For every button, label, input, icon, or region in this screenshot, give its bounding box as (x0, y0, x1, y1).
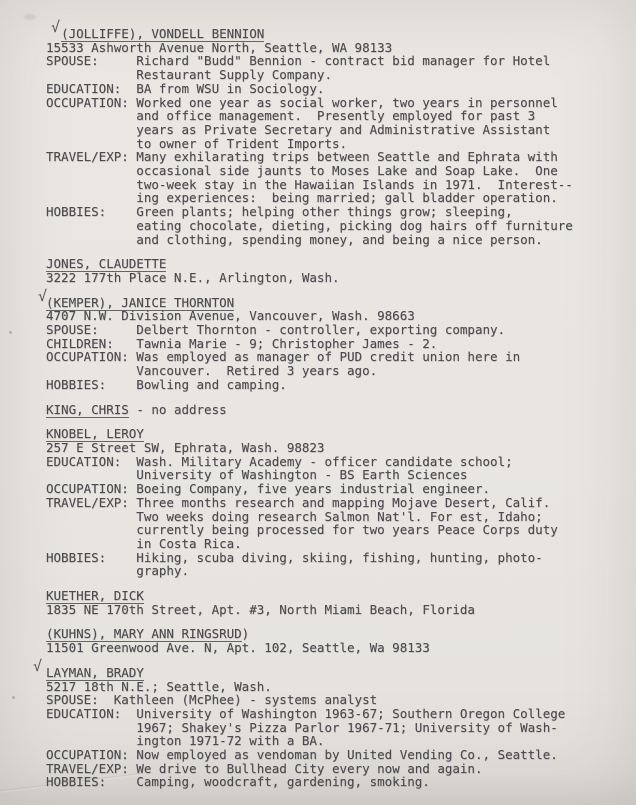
record-line: Restaurant Supply Company. (46, 67, 332, 83)
handwritten-checkmark-icon: √ (51, 18, 61, 36)
record-line: and clothing, spending money, and being a nice person. (46, 231, 543, 247)
record-name: (JOLLIFFE), VONDELL BENNION (61, 26, 265, 41)
record-line: University of Washington - BS Earth Sciences (46, 467, 468, 483)
record-name-suffix: ) (241, 626, 250, 642)
record-heading (46, 18, 620, 41)
record-line: EDUCATION: Wash. Military Academy - officer candidate school; (46, 453, 513, 469)
handwritten-checkmark-icon: √ (38, 286, 48, 305)
record-heading (46, 403, 620, 417)
record-line: and office management. Presently employed for past 3 (46, 108, 536, 124)
record-line: TRAVEL/EXP: Three months research and mapping Mojave Desert, Calif. (46, 494, 551, 510)
record-line: ington 1971-72 with a BA. (46, 733, 325, 749)
record (46, 627, 620, 654)
record-line: HOBBIES: Camping, woodcraft, gardening, smoking. (46, 774, 430, 790)
record-line: 1835 NE 170th Street, Apt. #3, North Miami Beach, Florida (46, 601, 475, 617)
record-line: currently being processed for two years Peace Corps duty (46, 522, 558, 538)
record-line: EDUCATION: University of Washington 1963-67; Southern Oregon College (46, 705, 566, 721)
record-heading (46, 589, 620, 603)
record-heading (38, 286, 620, 310)
record-line: 257 E Street SW, Ephrata, Wash. 98823 (46, 439, 325, 455)
directory-listing (33, 18, 620, 790)
record (46, 18, 620, 247)
record-line: Vancouver. Retired 3 years ago. (46, 363, 378, 379)
record-line: HOBBIES: Hiking, scuba diving, skiing, fishing, hunting, photo- (46, 549, 543, 565)
record-line: SPOUSE: Kathleen (McPhee) - systems analyst (46, 692, 378, 708)
record (46, 403, 620, 417)
record-line: occasional side jaunts to Moses Lake and Soap Lake. One (46, 163, 558, 179)
record-heading (46, 427, 620, 441)
handwritten-checkmark-icon: √ (33, 656, 43, 675)
record-line: SPOUSE: Delbert Thornton - controller, exporting company. (46, 322, 506, 338)
record-line: EDUCATION: BA from WSU in Sociology. (46, 80, 325, 96)
record-line: eating chocolate, dieting, picking dog hairs off furniture (46, 217, 573, 233)
record-line: OCCUPATION: Worked one year as social worker, two years in personnel (46, 94, 558, 110)
paper-speck (9, 331, 12, 334)
record (46, 427, 620, 578)
record-name: LAYMAN, BRADY (46, 664, 144, 680)
record-line: Two weeks doing research Salmon Nat'l. For est, Idaho; (46, 508, 543, 524)
record-line: ing experiences: being married; gall bladder operation. (46, 190, 558, 206)
record-name: KING, CHRIS (46, 401, 129, 417)
record (38, 286, 620, 392)
record-line: 5217 18th N.E.; Seattle, Wash. (46, 678, 272, 694)
record (46, 589, 620, 616)
record (33, 656, 620, 790)
paper-speck (12, 696, 15, 699)
record-line: OCCUPATION: Was employed as manager of PUD credit union here in (46, 349, 521, 365)
record-line: OCCUPATION: Now employed as vendoman by United Vending Co., Seattle. (46, 747, 558, 763)
record-line: years as Private Secretary and Administrative Assistant (46, 121, 551, 137)
record-line: HOBBIES: Green plants; helping other things grow; sleeping, (46, 204, 513, 220)
record-line: to owner of Trident Imports. (46, 135, 348, 151)
record-line: 11501 Greenwood Ave. N, Apt. 102, Seattle, Wa 98133 (46, 640, 430, 656)
record-line: in Costa Rica. (46, 535, 242, 551)
record-heading (46, 627, 620, 641)
record-line: 3222 177th Place N.E., Arlington, Wash. (46, 269, 340, 285)
record-name: JONES, CLAUDETTE (46, 256, 167, 272)
record-line: TRAVEL/EXP: We drive to Bullhead City every now and again. (46, 760, 483, 776)
record-name: (KEMPER), JANICE THORNTON (46, 294, 235, 310)
record-line: two-week stay in the Hawaiian Islands in 1971. Interest-- (46, 176, 573, 192)
record-heading (46, 257, 620, 271)
record-line: SPOUSE: Richard "Budd" Bennion - contract bid manager for Hotel (46, 53, 551, 69)
record-line: OCCUPATION: Boeing Company, five years industrial engineer. (46, 481, 491, 497)
record-line: CHILDREN: Tawnia Marie - 9; Christopher James - 2. (46, 335, 438, 351)
record-line: TRAVEL/EXP: Many exhilarating trips between Seattle and Ephrata with (46, 149, 558, 165)
record-line: 15533 Ashworth Avenue North, Seattle, WA 98133 (46, 39, 393, 55)
record-name: KNOBEL, LEROY (46, 426, 144, 442)
record-line: HOBBIES: Bowling and camping. (46, 376, 287, 392)
record-name: (KUHNS), MARY ANN RINGSRUD (46, 626, 242, 642)
record-name-suffix: - no address (128, 401, 227, 417)
paper-smudge (24, 14, 36, 20)
record-line: graphy. (46, 563, 189, 579)
record-line: 1967; Shakey's Pizza Parlor 1967-71; University of Wash- (46, 719, 558, 735)
record-heading (33, 656, 620, 680)
record (46, 257, 620, 284)
record-line: 4707 N.W. Division Avenue, Vancouver, Wash. 98663 (46, 308, 415, 324)
record-name: KUETHER, DICK (46, 588, 144, 604)
